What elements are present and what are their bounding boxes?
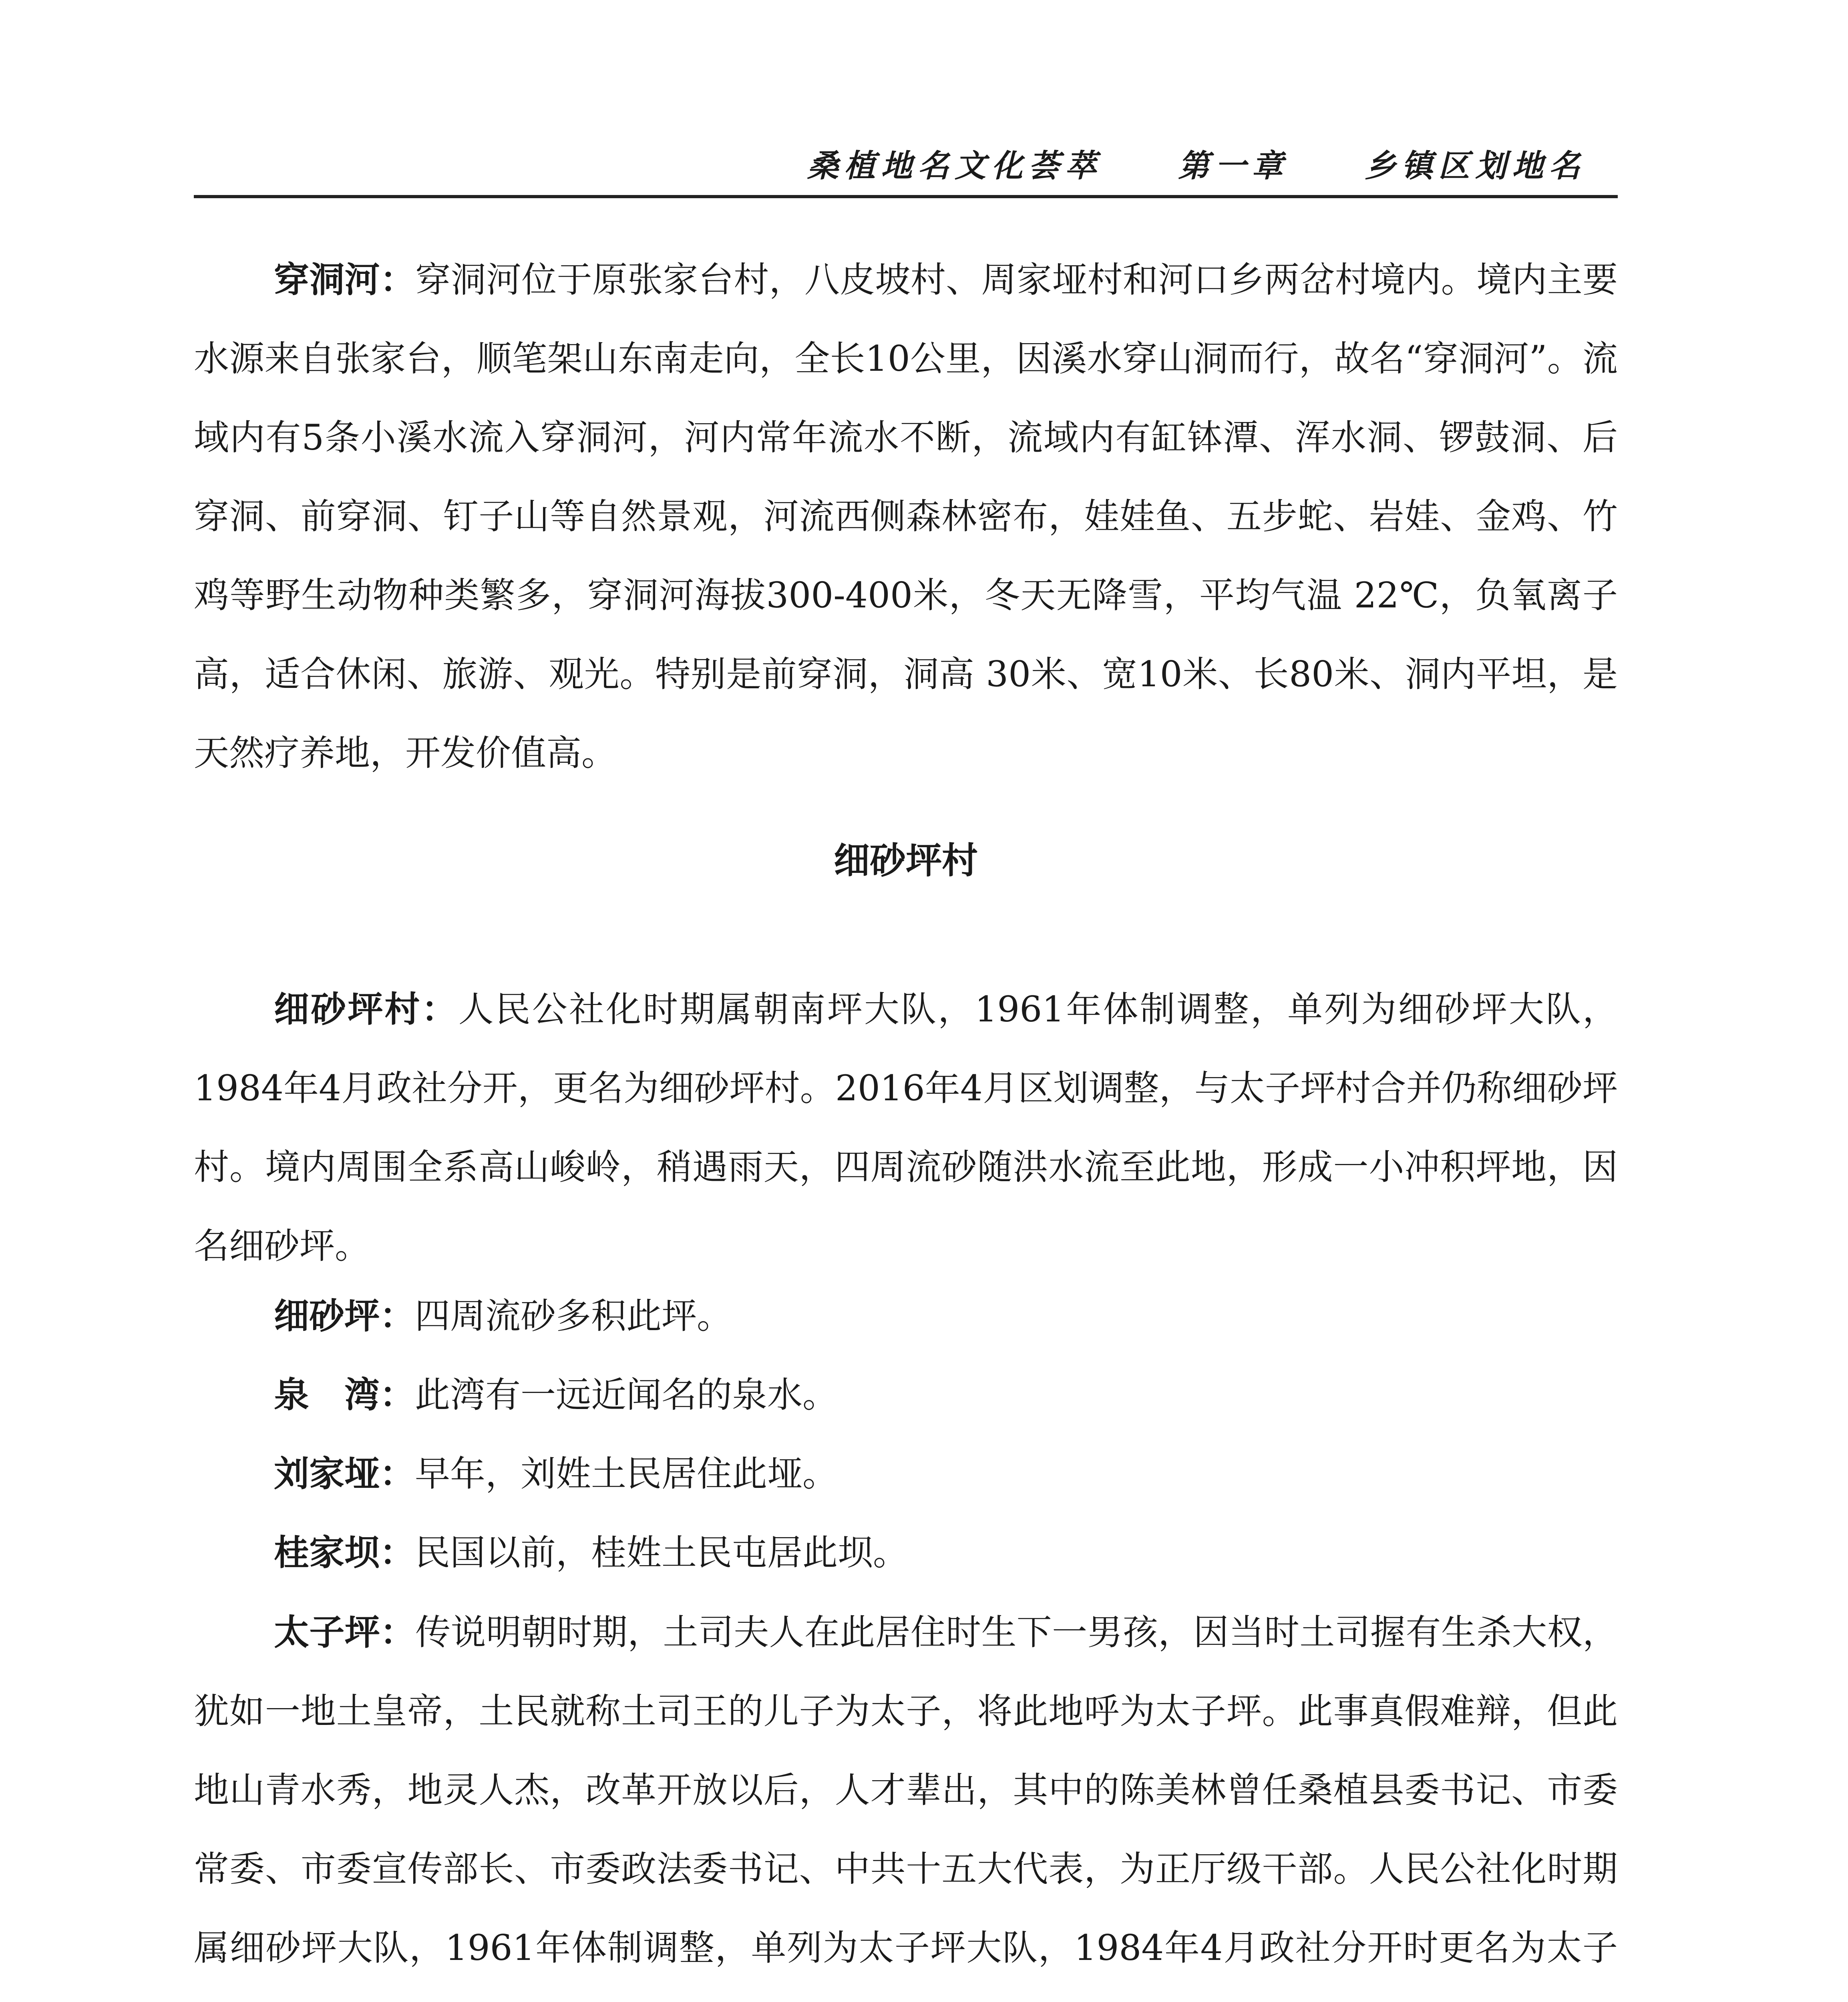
paragraph-text: 穿洞河位于原张家台村，八皮坡村、周家垭村和河口乡两岔村境内。境内主要水源来自张家台，顺笔架山东南走向，全长10公里，因溪水穿山洞而行，故名“穿洞河”。流域内有5条小溪水流入穿洞河，河内常年流水不断，流域内有缸钵潭、浑水洞、锣鼓洞、后穿洞、前穿洞、钉子山等自然景观，河流西侧森林密布，娃娃鱼、五步蛇、岩娃、金鸡、竹鸡等野生动物种类繁多，穿洞河海拔300-400米，冬天无降雪，平均气温 22℃，负氧离子高，适合休闲、旅游、观光。特别是前穿洞，洞高 30米、宽10米、长80米、洞内平坦，是天然疗养地，开发价值高。	[194, 259, 1618, 774]
header-rule	[194, 195, 1618, 198]
entry-text: 民国以前，桂姓土民屯居此坝。	[415, 1532, 909, 1573]
section-title: 细砂坪村	[834, 840, 978, 882]
paragraph-term: 太子坪：	[274, 1612, 416, 1653]
running-header	[194, 133, 1618, 197]
paragraph-text: 人民公社化时期属朝南坪大队，1961年体制调整，单列为细砂坪大队，1984年4月政社分开，更名为细砂坪村。2016年4月区划调整，与太子坪村合并仍称细砂坪村。境内周围全系高山峻岭，稍遇雨天，四周流砂随洪水流至此地，形成一小冲积坪地，因名细砂坪。	[194, 989, 1618, 1266]
entry-text: 早年，刘姓土民居住此垭。	[415, 1453, 838, 1494]
paragraph-text: 传说明朝时期，土司夫人在此居住时生下一男孩，因当时土司握有生杀大权，犹如一地土皇帝，土民就称土司王的儿子为太子，将此地呼为太子坪。此事真假难辩，但此地山青水秀，地灵人杰，改革开放以后，人才辈出，其中的陈美林曾任桑植县委书记、市委常委、市委宣传部长、市委政法委书记、中共十五大代表，为正厅级干部。人民公社化时期属细砂坪大队，1961年体制调整，单列为太子坪大队，1984年4月政社分开时更名为太子	[194, 1612, 1618, 1968]
entry-term: 细砂坪：	[274, 1295, 415, 1337]
entry-text: 此湾有一远近闻名的泉水。	[415, 1374, 838, 1415]
entry-term: 刘家垭：	[274, 1453, 415, 1494]
paragraph-xishapingcun	[194, 970, 1618, 1285]
paragraph-taiziping	[194, 1593, 1618, 2002]
entry-term: 桂家坝：	[274, 1532, 415, 1573]
entry-text: 四周流砂多积此坪。	[415, 1295, 732, 1337]
header-chapter-title: 乡镇区划地名	[1364, 148, 1586, 184]
paragraph-term: 穿洞河：	[274, 259, 416, 300]
entry-item	[274, 1529, 1618, 1577]
header-text	[807, 141, 1586, 186]
entry-term: 泉 湾：	[274, 1374, 415, 1415]
entry-item	[274, 1292, 1618, 1340]
paragraph-chuandonghe	[194, 240, 1618, 792]
header-chapter: 第一章	[1178, 148, 1289, 184]
paragraph-term: 细砂坪村：	[274, 989, 458, 1030]
header-book-title: 桑植地名文化荟萃	[807, 148, 1102, 184]
entry-item	[274, 1450, 1618, 1498]
entry-item	[274, 1371, 1618, 1419]
